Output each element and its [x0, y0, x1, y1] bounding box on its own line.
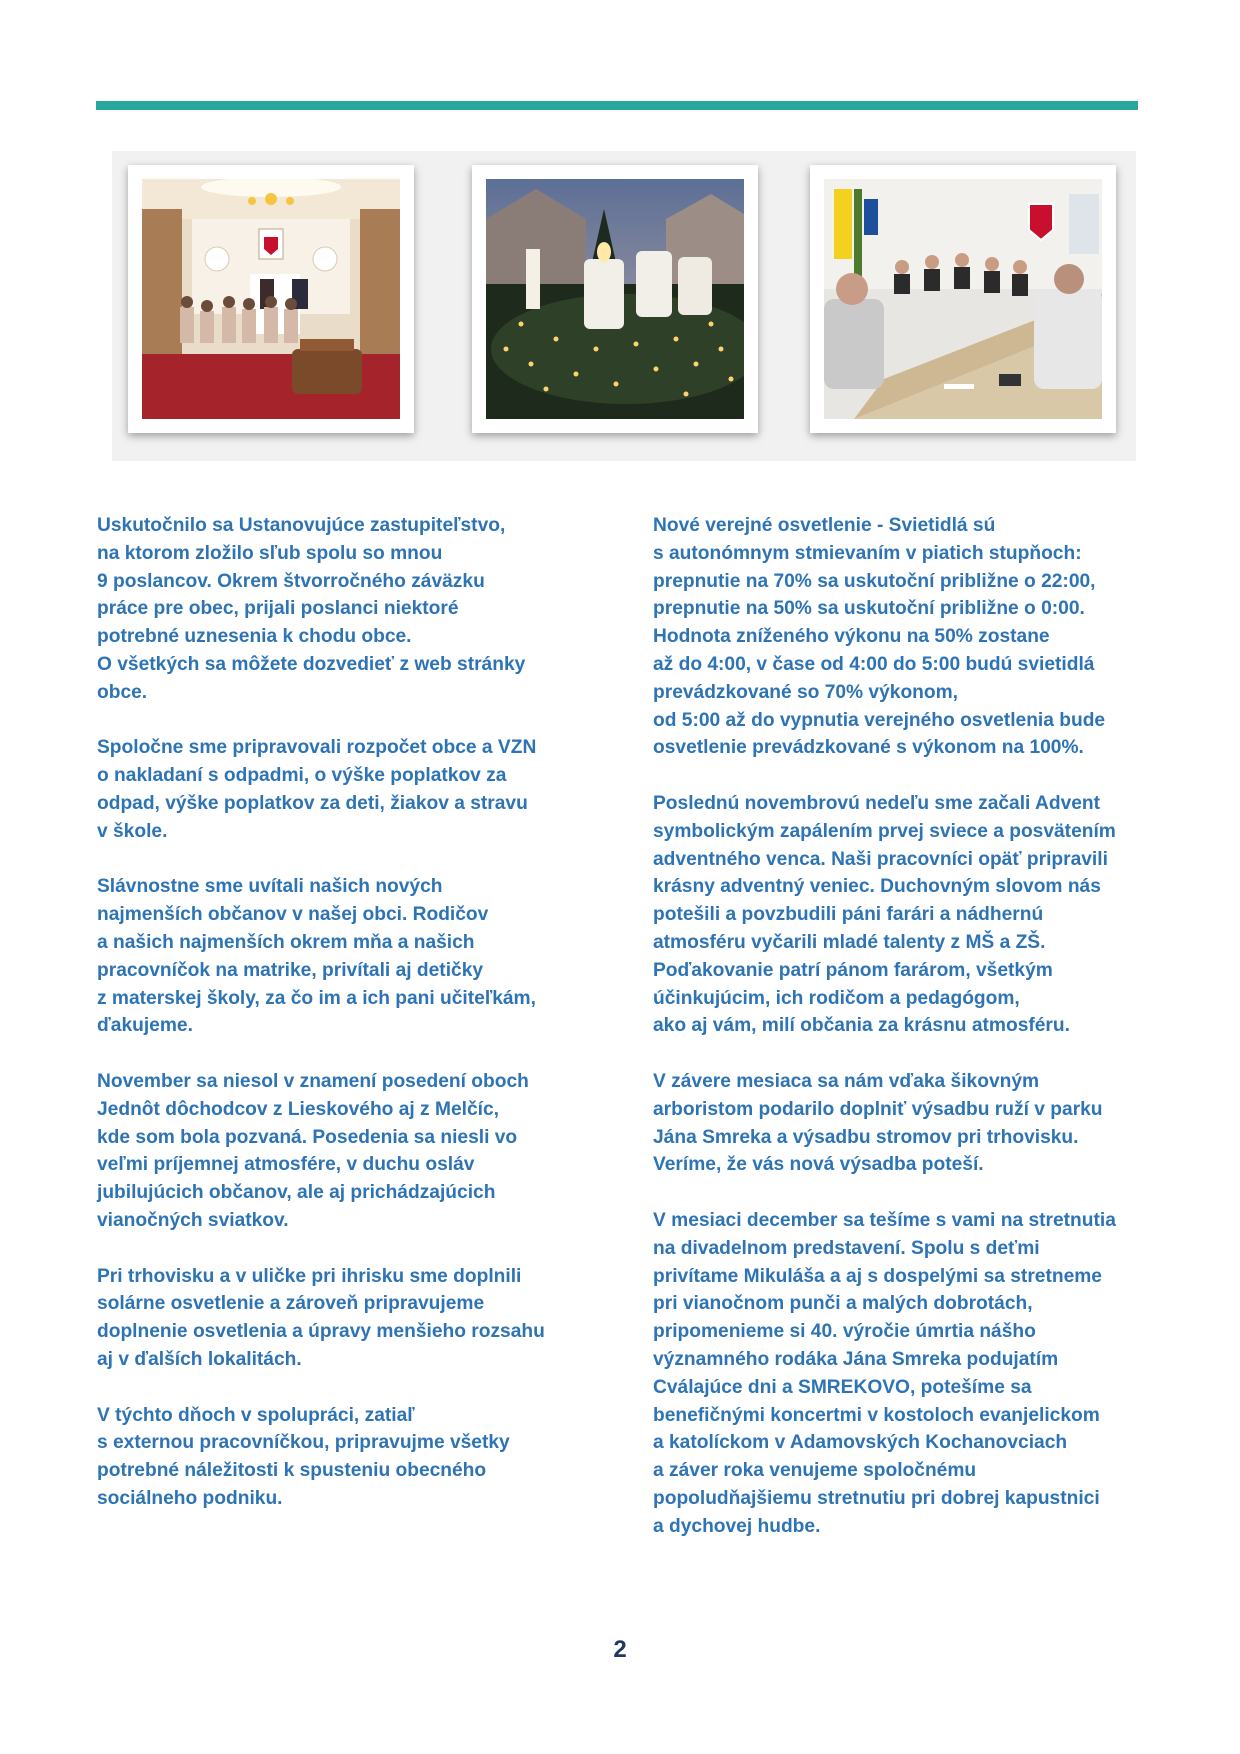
paragraph-socialny-podnik: V týchto dňoch v spolupráci, zatiaľ s externou pracovníčkou, pripravujme všetky potrebné náležitosti k spusteniu obecného sociálneho podniku.	[97, 1404, 510, 1509]
photo-frame-ceremony	[128, 165, 414, 433]
page-number: 2	[613, 1636, 627, 1663]
paragraph-vysadba: V závere mesiaca sa nám vďaka šikovným arboristom podarilo doplniť výsadbu ruží v parku Jána Smreka a výsadbu stromov pri trhovisku. Veríme, že vás nová výsadba poteší.	[653, 1070, 1103, 1176]
top-divider-rule	[96, 101, 1138, 110]
left-column	[97, 512, 577, 1540]
photo-advent-wreath-icon	[486, 179, 744, 419]
paragraph-posedenie-dochodcov: November sa niesol v znamení posedení oboch Jednôt dôchodcov z Lieskového aj z Melčíc, kde som bola pozvaná. Posedenia sa niesli vo veľmi príjemnej atmosfére, v duchu osláv jubilujúcich občanov, ale aj prichádzajúcich vianočných sviatkov.	[97, 1070, 529, 1231]
paragraph-ustanovujuce-zastupitelstvo: Uskutočnilo sa Ustanovujúce zastupiteľstvo, na ktorom zložilo sľub spolu so mnou 9 poslancov. Okrem štvorročného záväzku práce pre obec, prijali poslanci niektoré potrebné uznesenia k chodu obce. O všetkých sa môžete dozvedieť z web stránky obce.	[97, 515, 526, 703]
paragraph-december: V mesiaci december sa tešíme s vami na stretnutia na divadelnom predstavení. Spolu s deťmi privítame Mikuláša a aj s dospelými sa stretneme pri vianočnom punči a malých dobrotách, pripomenieme si 40. výročie úmrtia nášho významného rodáka Jána Smreka podujatím Cválajúce dni a SMREKOVO, potešíme sa benefičnými koncertmi v kostoloch evanjelickom a katolíckom v Adamovských Kochanovciach a záver roka venujeme spoločnému popoludňajšiemu stretnutiu pri dobrej kapustnici a dychovej hudbe.	[653, 1209, 1116, 1537]
photo-council-meeting-icon	[824, 179, 1102, 419]
paragraph-uvitanie-obcanov: Slávnostne sme uvítali našich nových najmenších občanov v našej obci. Rodičov a našich najmenších okrem mňa a našich pracovníčok na matrike, privítali aj detičky z materskej školy, za čo im a ich pani učiteľkám, ďakujeme.	[97, 876, 536, 1037]
right-column	[653, 512, 1153, 1568]
paragraph-solarne-osvetlenie: Pri trhovisku a v uličke pri ihrisku sme doplnili solárne osvetlenie a zároveň pripravujeme doplnenie osvetlenia a úpravy menšieho rozsahu aj v ďalších lokalitách.	[97, 1265, 545, 1370]
photo-frame-advent	[472, 165, 758, 433]
paragraph-advent: Poslednú novembrovú nedeľu sme začali Advent symbolickým zapálením prvej sviece a posvätením adventného venca. Naši pracovníci opäť pripravili krásny adventný veniec. Duchovným slovom nás potešili a povzbudili páni farári a nádhernú atmosféru vyčarili mladé talenty z MŠ a ZŠ. Poďakovanie patrí pánom farárom, všetkým účinkujúcim, ich rodičom a pedagógom, ako aj vám, milí občania za krásnu atmosféru.	[653, 792, 1116, 1037]
photo-frame-meeting	[810, 165, 1116, 433]
paragraph-verejne-osvetlenie: Nové verejné osvetlenie - Svietidlá sú s autonómnym stmievaním v piatich stupňoch: prepnutie na 70% sa uskutoční približne o 22:00, prepnutie na 50% sa uskutoční približne o 0:00. Hodnota zníženého výkonu na 50% zostane až do 4:00, v čase od 4:00 do 5:00 budú svietidlá prevádzkované so 70% výkonom, od 5:00 až do vypnutia verejného osvetlenia bude osvetlenie prevádzkované s výkonom na 100%.	[653, 515, 1106, 759]
photo-ceremony-icon	[142, 179, 400, 419]
photo-strip	[112, 151, 1136, 461]
paragraph-rozpocet-vzn: Spoločne sme pripravovali rozpočet obce a VZN o nakladaní s odpadmi, o výške poplatkov za odpad, výške poplatkov za deti, žiakov a stravu v škole.	[97, 737, 537, 842]
